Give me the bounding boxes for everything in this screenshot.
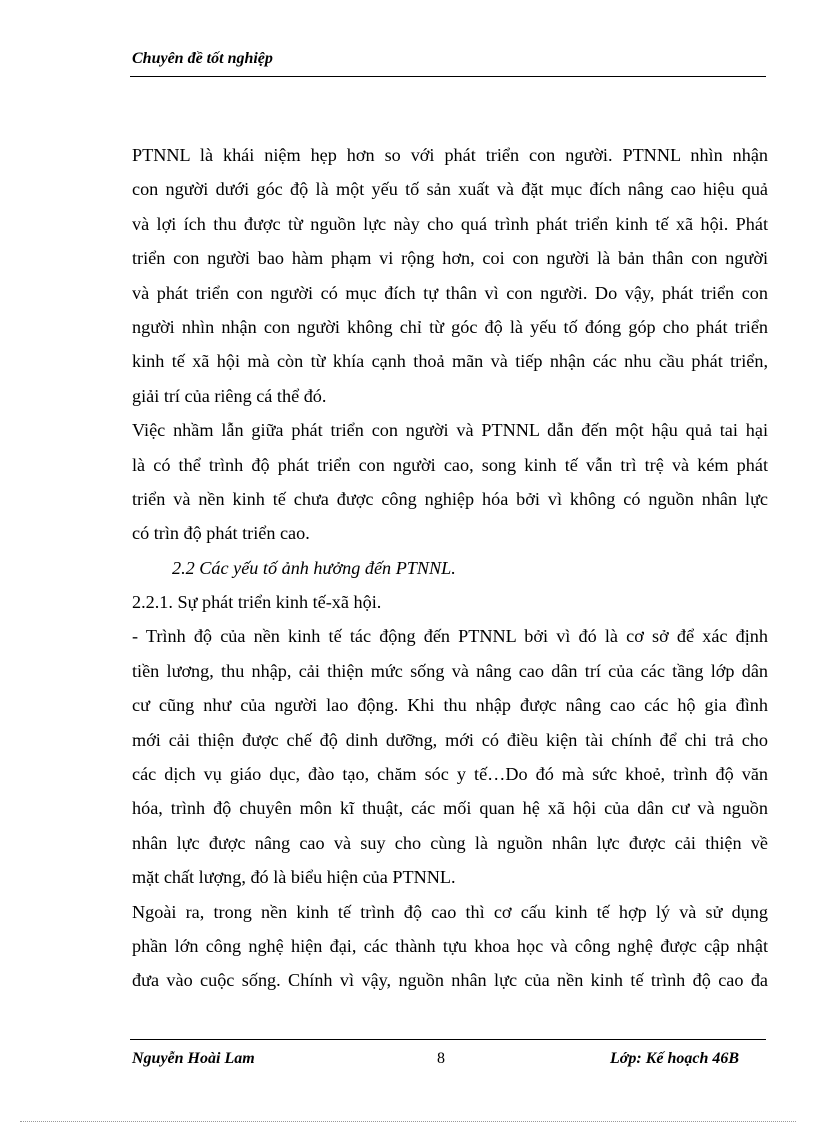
page-header-title: Chuyên đề tốt nghiệp: [132, 50, 273, 67]
body-line: và lợi ích thu được từ nguồn lực này cho quá trình phát triển kinh tế xã hội. Phát: [132, 213, 768, 234]
body-line: mặt chất lượng, đó là biểu hiện của PTNNL.: [132, 867, 456, 888]
body-line: và phát triển con người có mục đích tự thân vì con người. Do vậy, phát triển con: [132, 282, 768, 303]
body-line: PTNNL là khái niệm hẹp hơn so với phát triển con người. PTNNL nhìn nhận: [132, 145, 768, 165]
footer-author: Nguyễn Hoài Lam: [132, 1050, 255, 1067]
body-line: con người dưới góc độ là một yếu tố sản xuất và đặt mục đích nâng cao hiệu quả: [132, 179, 768, 200]
body-line: Ngoài ra, trong nền kinh tế trình độ cao thì cơ cấu kinh tế hợp lý và sử dụng: [132, 901, 768, 922]
body-line: phần lớn công nghệ hiện đại, các thành tựu khoa học và công nghệ được cập nhật: [132, 935, 768, 956]
page-number: 8: [437, 1050, 445, 1067]
body-line: triển con người bao hàm phạm vi rộng hơn, coi con người là bản thân con người: [132, 248, 768, 269]
subsection-heading-2-2-1: 2.2.1. Sự phát triển kinh tế-xã hội.: [132, 592, 382, 613]
body-line: triển và nền kinh tế chưa được công nghiệp hóa bởi vì không có nguồn nhân lực: [132, 488, 768, 509]
body-line: các dịch vụ giáo dục, đào tạo, chăm sóc y tế…Do đó mà sức khoẻ, trình độ văn: [132, 764, 768, 785]
body-line: - Trình độ của nền kinh tế tác động đến PTNNL bởi vì đó là cơ sở để xác định: [132, 626, 768, 647]
body-line: có trìn độ phát triển cao.: [132, 523, 310, 544]
body-line: là có thể trình độ phát triển con người cao, song kinh tế vẫn trì trệ và kém phát: [132, 454, 768, 475]
header-divider: [130, 76, 766, 77]
body-line: mới cải thiện được chế độ dinh dưỡng, mới có điều kiện tài chính để chi trả cho: [132, 729, 768, 750]
page-edge-divider: [20, 1121, 796, 1122]
body-line: nhân lực được nâng cao và suy cho cùng là nguồn nhân lực được cải thiện về: [132, 832, 768, 853]
section-heading-2-2: 2.2 Các yếu tố ảnh hưởng đến PTNNL.: [172, 557, 456, 578]
footer-class-label: Lớp: Kế hoạch 46B: [610, 1050, 740, 1067]
body-line: đưa vào cuộc sống. Chính vì vậy, nguồn nhân lực của nền kinh tế trình độ cao đa: [132, 970, 768, 991]
body-line: người nhìn nhận con người không chỉ từ góc độ là yếu tố đóng góp cho phát triển: [132, 316, 768, 337]
body-line: hóa, trình độ chuyên môn kĩ thuật, các mối quan hệ xã hội của dân cư và nguồn: [132, 798, 768, 819]
body-line: tiền lương, thu nhập, cải thiện mức sống và nâng cao dân trí của các tầng lớp dân: [132, 660, 768, 681]
body-line: giải trí của riêng cá thể đó.: [132, 385, 327, 406]
document-body: [132, 138, 768, 998]
footer-divider: [130, 1039, 766, 1040]
body-line: Việc nhầm lẫn giữa phát triển con người và PTNNL dẫn đến một hậu quả tai hại: [132, 420, 768, 441]
body-line: kinh tế xã hội mà còn từ khía cạnh thoả mãn và tiếp nhận các nhu cầu phát triển,: [132, 351, 768, 372]
body-line: cư cũng như của người lao động. Khi thu nhập được nâng cao các hộ gia đình: [132, 695, 768, 716]
